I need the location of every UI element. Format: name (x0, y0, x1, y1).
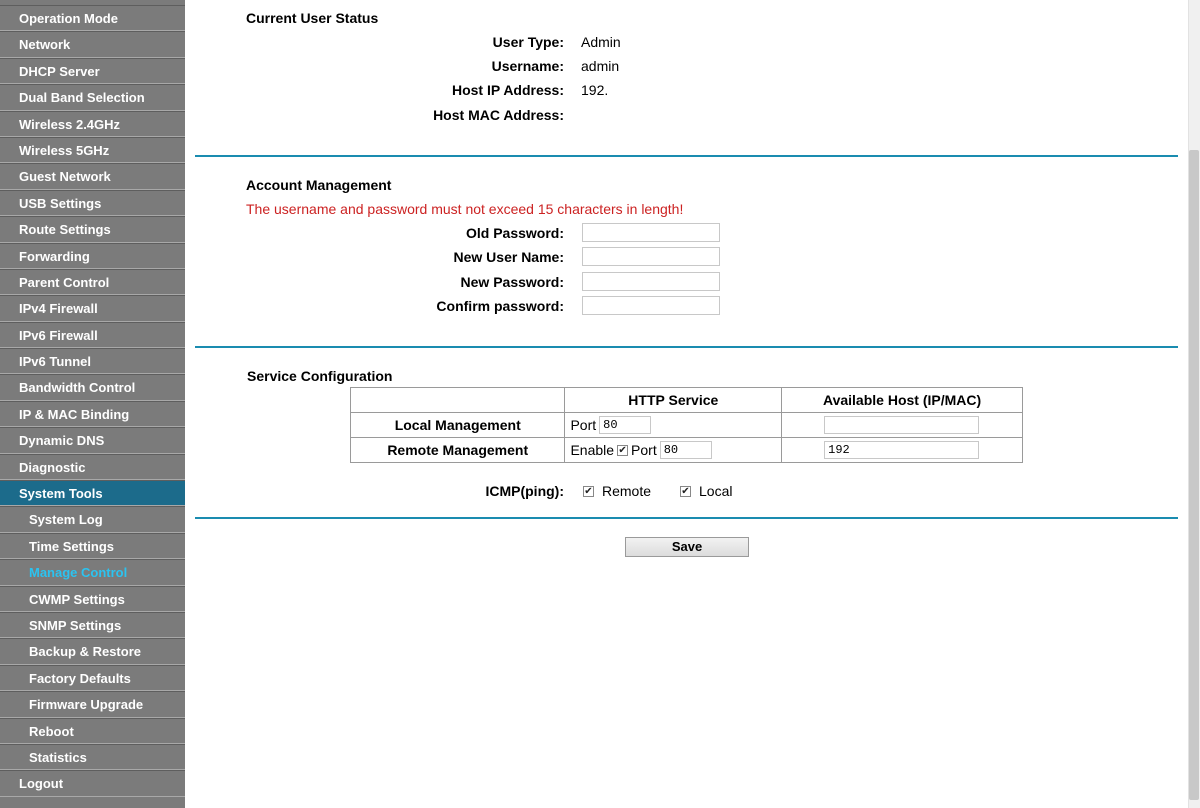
sidebar-item-factory-defaults[interactable]: Factory Defaults (0, 665, 185, 691)
icmp-remote-checkbox[interactable]: ✔ (584, 486, 593, 497)
sidebar-item-system-tools[interactable]: System Tools (0, 480, 185, 506)
icmp-local-checkbox[interactable]: ✔ (681, 486, 690, 497)
local-http-cell (565, 413, 782, 438)
confirm-password-label: Confirm password: (436, 298, 564, 314)
http-service-header: HTTP Service (565, 388, 782, 413)
sidebar-item-backup-restore[interactable]: Backup & Restore (0, 638, 185, 664)
status-section-title: Current User Status (246, 10, 379, 26)
length-warning: The username and password must not exceed 15 characters in length! (246, 201, 684, 217)
old-password-label: Old Password: (465, 225, 564, 241)
sidebar-item-bandwidth-control[interactable]: Bandwidth Control (0, 374, 185, 400)
confirm-password-input[interactable] (582, 296, 720, 315)
available-host-header: Available Host (IP/MAC) (782, 388, 1023, 413)
main-content (185, 0, 1188, 808)
sidebar-item-ipv6-firewall[interactable]: IPv6 Firewall (0, 322, 185, 348)
table-row (351, 413, 1023, 438)
remote-management-label: Remote Management (351, 438, 565, 463)
save-button[interactable]: Save (625, 537, 749, 557)
section-divider (195, 517, 1178, 519)
host-ip-value: 192. (581, 82, 609, 98)
sidebar-item-diagnostic[interactable]: Diagnostic (0, 454, 185, 480)
sidebar-item-network[interactable]: Network (0, 31, 185, 57)
sidebar-item-cwmp-settings[interactable]: CWMP Settings (0, 586, 185, 612)
local-port-label: Port (570, 417, 597, 433)
sidebar-item-ipv6-tunnel[interactable]: IPv6 Tunnel (0, 348, 185, 374)
sidebar-item-guest-network[interactable]: Guest Network (0, 163, 185, 189)
sidebar-item-ipv4-firewall[interactable]: IPv4 Firewall (0, 295, 185, 321)
username-value: admin (581, 58, 620, 74)
sidebar-item-firmware-upgrade[interactable]: Firmware Upgrade (0, 691, 185, 717)
vertical-scrollbar[interactable] (1188, 0, 1200, 808)
sidebar-item-usb-settings[interactable]: USB Settings (0, 190, 185, 216)
service-section-title: Service Configuration (247, 368, 393, 384)
sidebar-item-route-settings[interactable]: Route Settings (0, 216, 185, 242)
sidebar-item-reboot[interactable]: Reboot (0, 718, 185, 744)
icmp-remote-label: Remote (602, 483, 652, 499)
host-mac-label: Host MAC Address: (433, 107, 564, 123)
sidebar-item-dual-band-selection[interactable]: Dual Band Selection (0, 84, 185, 110)
local-management-label: Local Management (351, 413, 565, 438)
sidebar-item-dhcp-server[interactable]: DHCP Server (0, 58, 185, 84)
local-port-input[interactable] (599, 416, 651, 434)
new-user-name-input[interactable] (582, 247, 720, 266)
sidebar-item-wireless-2-4ghz[interactable]: Wireless 2.4GHz (0, 111, 185, 137)
user-type-label: User Type: (492, 34, 564, 50)
account-section-title: Account Management (246, 177, 392, 193)
sidebar-item-time-settings[interactable]: Time Settings (0, 533, 185, 559)
sidebar-item-logout[interactable]: Logout (0, 770, 185, 796)
remote-host-cell (782, 438, 1023, 463)
sidebar-item-operation-mode[interactable]: Operation Mode (0, 5, 185, 31)
section-divider (195, 346, 1178, 348)
remote-host-input[interactable] (824, 441, 979, 459)
user-type-value: Admin (581, 34, 621, 50)
new-password-input[interactable] (582, 272, 720, 291)
sidebar-item-wireless-5ghz[interactable]: Wireless 5GHz (0, 137, 185, 163)
sidebar-item-dynamic-dns[interactable]: Dynamic DNS (0, 427, 185, 453)
sidebar-nav (0, 5, 185, 797)
section-divider (195, 155, 1178, 157)
remote-http-cell (565, 438, 782, 463)
new-password-label: New Password: (460, 274, 564, 290)
sidebar-item-snmp-settings[interactable]: SNMP Settings (0, 612, 185, 638)
sidebar-item-manage-control[interactable]: Manage Control (0, 559, 185, 585)
sidebar-item-forwarding[interactable]: Forwarding (0, 243, 185, 269)
table-header-empty (351, 388, 565, 413)
sidebar-item-parent-control[interactable]: Parent Control (0, 269, 185, 295)
icmp-label: ICMP(ping): (485, 483, 564, 499)
table-row (351, 438, 1023, 463)
host-ip-label: Host IP Address: (451, 82, 564, 98)
service-table (350, 387, 1023, 463)
remote-port-label: Port (631, 442, 657, 458)
sidebar-item-ip-mac-binding[interactable]: IP & MAC Binding (0, 401, 185, 427)
username-label: Username: (491, 58, 564, 74)
enable-label: Enable (570, 442, 615, 458)
icmp-local-label: Local (699, 483, 733, 499)
local-host-cell (782, 413, 1023, 438)
scrollbar-thumb[interactable] (1189, 150, 1199, 800)
old-password-input[interactable] (582, 223, 720, 242)
sidebar-item-statistics[interactable]: Statistics (0, 744, 185, 770)
remote-port-input[interactable] (660, 441, 712, 459)
new-user-name-label: New User Name: (453, 249, 564, 265)
remote-enable-checkbox[interactable]: ✔ (618, 444, 627, 456)
table-header-row (351, 388, 1023, 413)
sidebar-item-system-log[interactable]: System Log (0, 506, 185, 532)
local-host-input[interactable] (824, 416, 979, 434)
sidebar (0, 0, 185, 808)
